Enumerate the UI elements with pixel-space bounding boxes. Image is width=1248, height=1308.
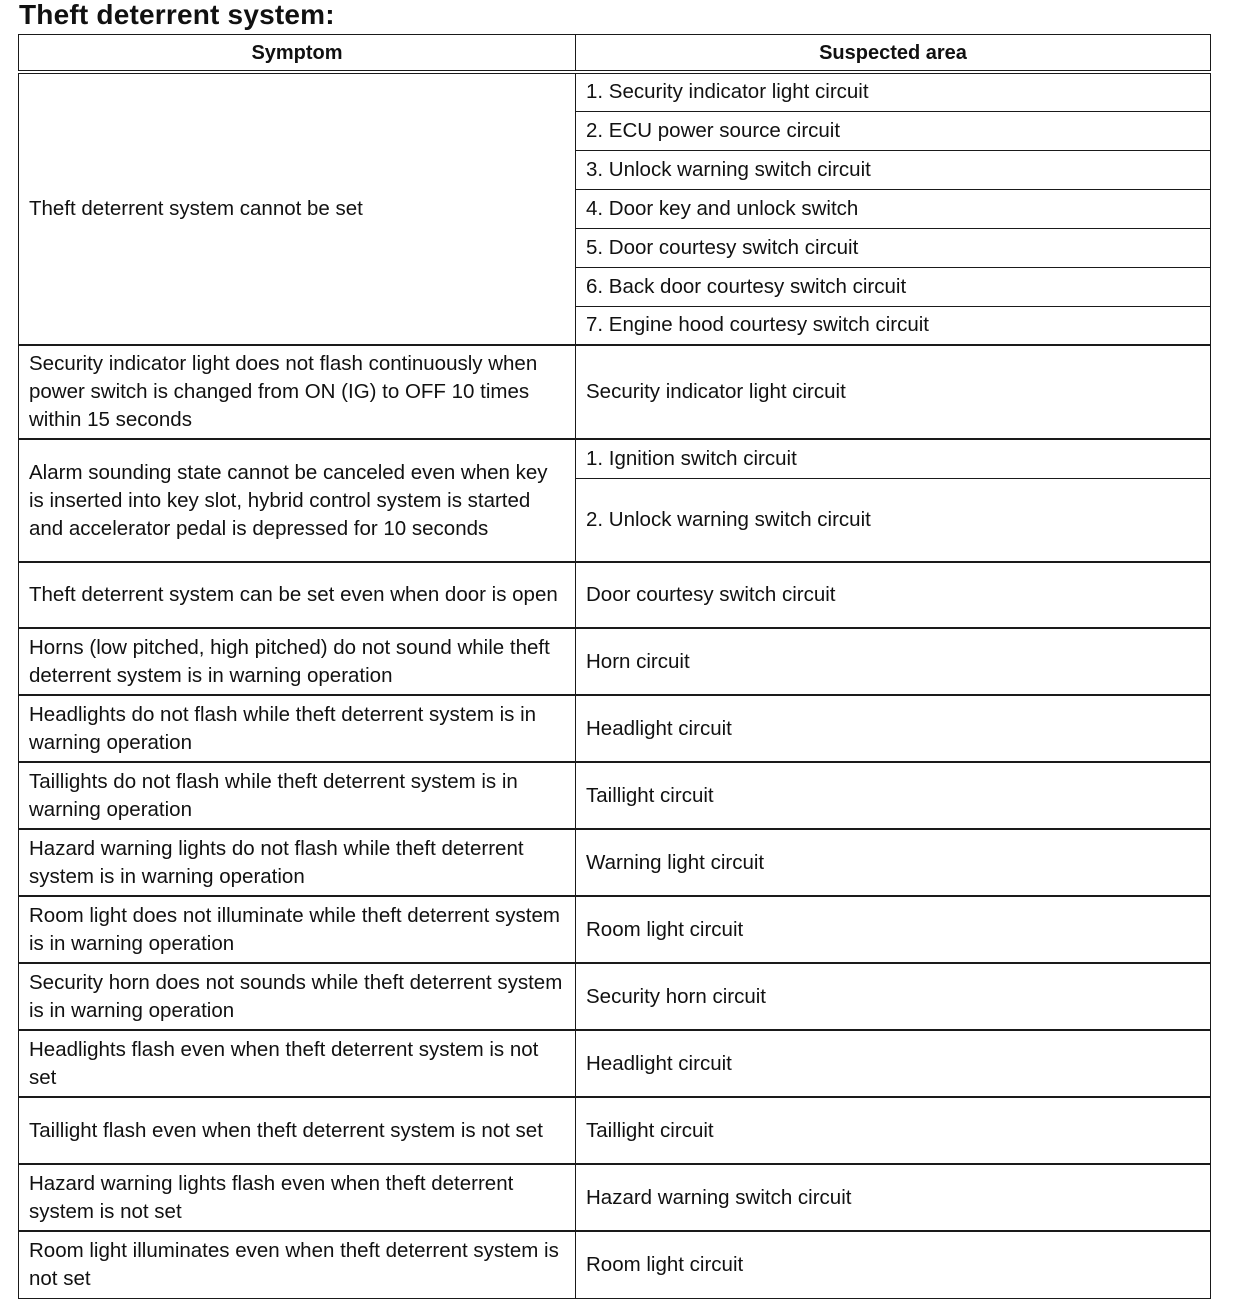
table-row (19, 1097, 1211, 1164)
suspected-area-cell: Taillight circuit (576, 762, 1211, 829)
symptom-cell: Theft deterrent system can be set even when door is open (19, 562, 576, 628)
suspected-area-cell: Security horn circuit (576, 963, 1211, 1030)
suspected-area-cell: 6. Back door courtesy switch circuit (576, 267, 1211, 306)
symptom-cell: Security indicator light does not flash continuously when power switch is changed from ON (IG) to OFF 10 times within 15 seconds (19, 345, 576, 439)
troubleshooting-table (18, 34, 1211, 1299)
table-row (19, 345, 1211, 439)
suspected-area-cell: 7. Engine hood courtesy switch circuit (576, 306, 1211, 345)
suspected-area-cell: Room light circuit (576, 896, 1211, 963)
table-row (19, 829, 1211, 896)
table-header-row (19, 35, 1211, 73)
symptom-cell: Headlights do not flash while theft deterrent system is in warning operation (19, 695, 576, 762)
symptom-cell: Headlights flash even when theft deterrent system is not set (19, 1030, 576, 1097)
suspected-area-cell: Taillight circuit (576, 1097, 1211, 1164)
symptom-cell: Hazard warning lights flash even when theft deterrent system is not set (19, 1164, 576, 1231)
symptom-cell: Taillights do not flash while theft deterrent system is in warning operation (19, 762, 576, 829)
suspected-area-cell: 2. Unlock warning switch circuit (576, 478, 1211, 562)
table-row (19, 762, 1211, 829)
symptom-cell: Room light illuminates even when theft deterrent system is not set (19, 1231, 576, 1298)
suspected-area-cell: Security indicator light circuit (576, 345, 1211, 439)
suspected-area-cell: 2. ECU power source circuit (576, 111, 1211, 150)
table-body (19, 72, 1211, 1298)
table-row (19, 1030, 1211, 1097)
suspected-area-cell: 1. Ignition switch circuit (576, 439, 1211, 478)
table-row (19, 963, 1211, 1030)
suspected-area-cell: 5. Door courtesy switch circuit (576, 228, 1211, 267)
suspected-area-cell: 3. Unlock warning switch circuit (576, 150, 1211, 189)
table-row (19, 695, 1211, 762)
suspected-area-cell: 1. Security indicator light circuit (576, 72, 1211, 111)
table-row (19, 562, 1211, 628)
suspected-area-column-header: Suspected area (576, 35, 1211, 73)
symptom-cell: Hazard warning lights do not flash while theft deterrent system is in warning operation (19, 829, 576, 896)
suspected-area-cell: 4. Door key and unlock switch (576, 189, 1211, 228)
suspected-area-cell: Warning light circuit (576, 829, 1211, 896)
page-title: Theft deterrent system: (19, 0, 335, 30)
symptom-cell: Taillight flash even when theft deterrent system is not set (19, 1097, 576, 1164)
suspected-area-cell: Room light circuit (576, 1231, 1211, 1298)
suspected-area-cell: Horn circuit (576, 628, 1211, 695)
symptom-cell: Alarm sounding state cannot be canceled even when key is inserted into key slot, hybrid control system is started and accelerator pedal is depressed for 10 seconds (19, 439, 576, 562)
table-row (19, 439, 1211, 478)
suspected-area-cell: Door courtesy switch circuit (576, 562, 1211, 628)
table-row (19, 628, 1211, 695)
symptom-cell: Theft deterrent system cannot be set (19, 72, 576, 345)
symptom-cell: Security horn does not sounds while theft deterrent system is in warning operation (19, 963, 576, 1030)
suspected-area-cell: Headlight circuit (576, 695, 1211, 762)
table-row (19, 1231, 1211, 1298)
table-row (19, 896, 1211, 963)
symptom-column-header: Symptom (19, 35, 576, 73)
table-row (19, 1164, 1211, 1231)
symptom-cell: Room light does not illuminate while theft deterrent system is in warning operation (19, 896, 576, 963)
suspected-area-cell: Hazard warning switch circuit (576, 1164, 1211, 1231)
suspected-area-cell: Headlight circuit (576, 1030, 1211, 1097)
symptom-cell: Horns (low pitched, high pitched) do not sound while theft deterrent system is in warning operation (19, 628, 576, 695)
table-row (19, 72, 1211, 111)
